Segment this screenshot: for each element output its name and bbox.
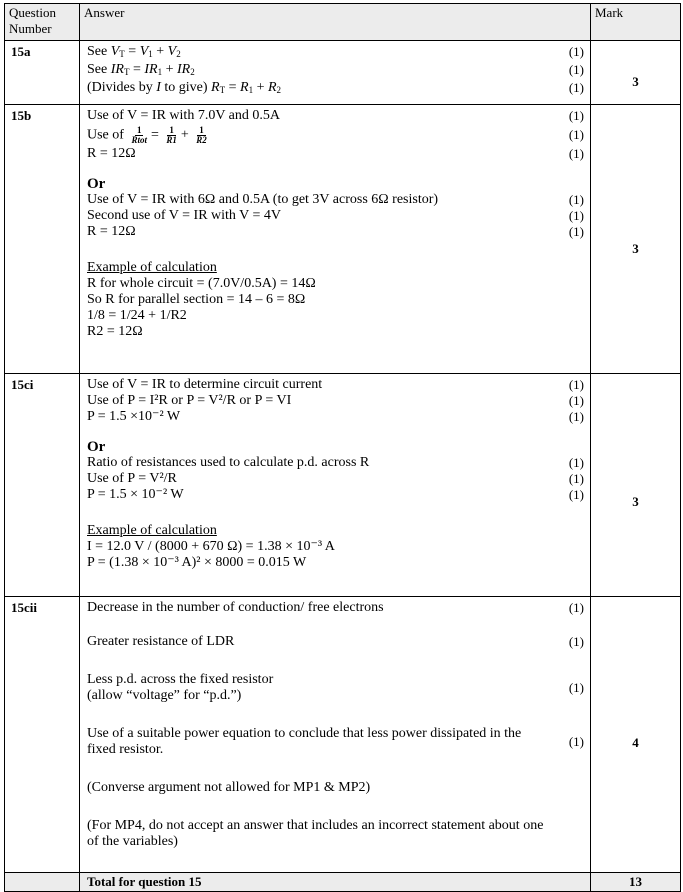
- mp-mark: (1): [568, 146, 584, 161]
- example-line: R2 = 12Ω: [87, 324, 143, 339]
- header-row: [5, 4, 681, 41]
- answer-line: P = 1.5 ×10⁻² W (1): [87, 409, 584, 424]
- mp-mark: (1): [568, 44, 584, 59]
- header-answer: Answer: [80, 4, 591, 41]
- answer-line: Use of P = V²/R (1): [87, 471, 584, 486]
- row-15cii: [5, 597, 681, 873]
- mp-mark: (1): [568, 377, 584, 392]
- mark-scheme-table: [4, 3, 681, 892]
- mp-mark: (1): [568, 80, 584, 95]
- mp-mark: (1): [568, 393, 584, 408]
- question-number: 15b: [5, 105, 80, 374]
- mp-mark: (1): [568, 108, 584, 123]
- row-15ci: [5, 374, 681, 597]
- header-mark: Mark: [591, 4, 681, 41]
- answer-line: Use of $\frac{1}{\text{Rtot}}$ = $\frac{1}{R1}$ + $\frac{1}{R2}$ (1): [87, 124, 584, 145]
- answer-line: Use of V = IR with 7.0V and 0.5A (1): [87, 108, 584, 123]
- mp-mark: (1): [568, 471, 584, 486]
- mp-mark: (1): [568, 455, 584, 470]
- mp-mark: (1): [568, 127, 584, 142]
- answer-cell: [80, 597, 591, 873]
- note-line: (Converse argument not allowed for MP1 & MP2): [87, 780, 371, 795]
- question-number: 15a: [5, 41, 80, 105]
- question-mark: 3: [632, 494, 639, 509]
- total-label: Total for question 15: [80, 873, 591, 892]
- answer-line: Second use of V = IR with V = 4V (1): [87, 208, 584, 223]
- answer-line: (Divides by I to give) $R_T = R_1 + R_2$ (1): [87, 80, 584, 98]
- mp-mark: (1): [568, 208, 584, 223]
- answer-line: Ratio of resistances used to calculate p.d. across R (1): [87, 455, 584, 470]
- answer-line: P = 1.5 × 10⁻² W (1): [87, 487, 584, 502]
- example-heading: Example of calculation: [87, 260, 217, 275]
- mp-mark: (1): [568, 62, 584, 77]
- fraction: $\frac{1}{\text{Rtot}}$: [131, 124, 147, 145]
- answer-line: Use of P = I²R or P = V²/R or P = VI (1): [87, 393, 584, 408]
- or-label: Or: [87, 439, 106, 455]
- answer-cell: [80, 105, 591, 374]
- example-line: I = 12.0 V / (8000 + 670 Ω) = 1.38 × 10⁻³ A: [87, 539, 335, 554]
- mp-mark: (1): [568, 734, 584, 749]
- note-line: (For MP4, do not accept an answer that includes an incorrect statement about one of the variables): [87, 818, 544, 849]
- answer-cell: [80, 41, 591, 105]
- example-line: So R for parallel section = 14 – 6 = 8Ω: [87, 292, 306, 307]
- total-row: [5, 873, 681, 892]
- total-mark: 13: [591, 873, 681, 892]
- header-question: Question Number: [5, 4, 80, 41]
- or-label: Or: [87, 176, 106, 192]
- answer-line: Use of V = IR to determine circuit current (1): [87, 377, 584, 392]
- answer-line: Use of a suitable power equation to conclude that less power dissipated in the fixed resistor. (1): [87, 726, 584, 757]
- answer-line: R = 12Ω (1): [87, 224, 584, 239]
- answer-cell: [80, 374, 591, 597]
- mp-mark: (1): [568, 680, 584, 695]
- mark-cell: [591, 41, 681, 105]
- question-mark: 3: [632, 241, 639, 256]
- row-15a: [5, 41, 681, 105]
- mp-mark: (1): [568, 600, 584, 615]
- mp-mark: (1): [568, 192, 584, 207]
- question-mark: 3: [632, 74, 639, 89]
- mark-cell: [591, 597, 681, 873]
- mp-mark: (1): [568, 634, 584, 649]
- answer-line: Greater resistance of LDR (1): [87, 634, 584, 649]
- question-mark: 4: [632, 735, 639, 750]
- example-line: R for whole circuit = (7.0V/0.5A) = 14Ω: [87, 276, 316, 291]
- answer-line: R = 12Ω (1): [87, 146, 584, 161]
- answer-line: See $V_T = V_1 + V_2$ (1): [87, 44, 584, 62]
- answer-line: Use of V = IR with 6Ω and 0.5A (to get 3V across 6Ω resistor) (1): [87, 192, 584, 207]
- mark-cell: [591, 374, 681, 597]
- mp-mark: (1): [568, 224, 584, 239]
- answer-line: See $IR_T = IR_1 + IR_2$ (1): [87, 62, 584, 80]
- mp-mark: (1): [568, 409, 584, 424]
- row-15b: [5, 105, 681, 374]
- question-number: 15cii: [5, 597, 80, 873]
- mp-mark: (1): [568, 487, 584, 502]
- fraction: $\frac{1}{R2}$: [196, 124, 207, 145]
- question-number: 15ci: [5, 374, 80, 597]
- example-heading: Example of calculation: [87, 523, 217, 538]
- fraction: $\frac{1}{R1}$: [166, 124, 177, 145]
- example-line: P = (1.38 × 10⁻³ A)² × 8000 = 0.015 W: [87, 555, 307, 570]
- mark-cell: [591, 105, 681, 374]
- example-line: 1/8 = 1/24 + 1/R2: [87, 308, 187, 323]
- answer-line: Decrease in the number of conduction/ free electrons (1): [87, 600, 584, 615]
- answer-line: Less p.d. across the fixed resistor (allow “voltage” for “p.d.”) (1): [87, 672, 584, 703]
